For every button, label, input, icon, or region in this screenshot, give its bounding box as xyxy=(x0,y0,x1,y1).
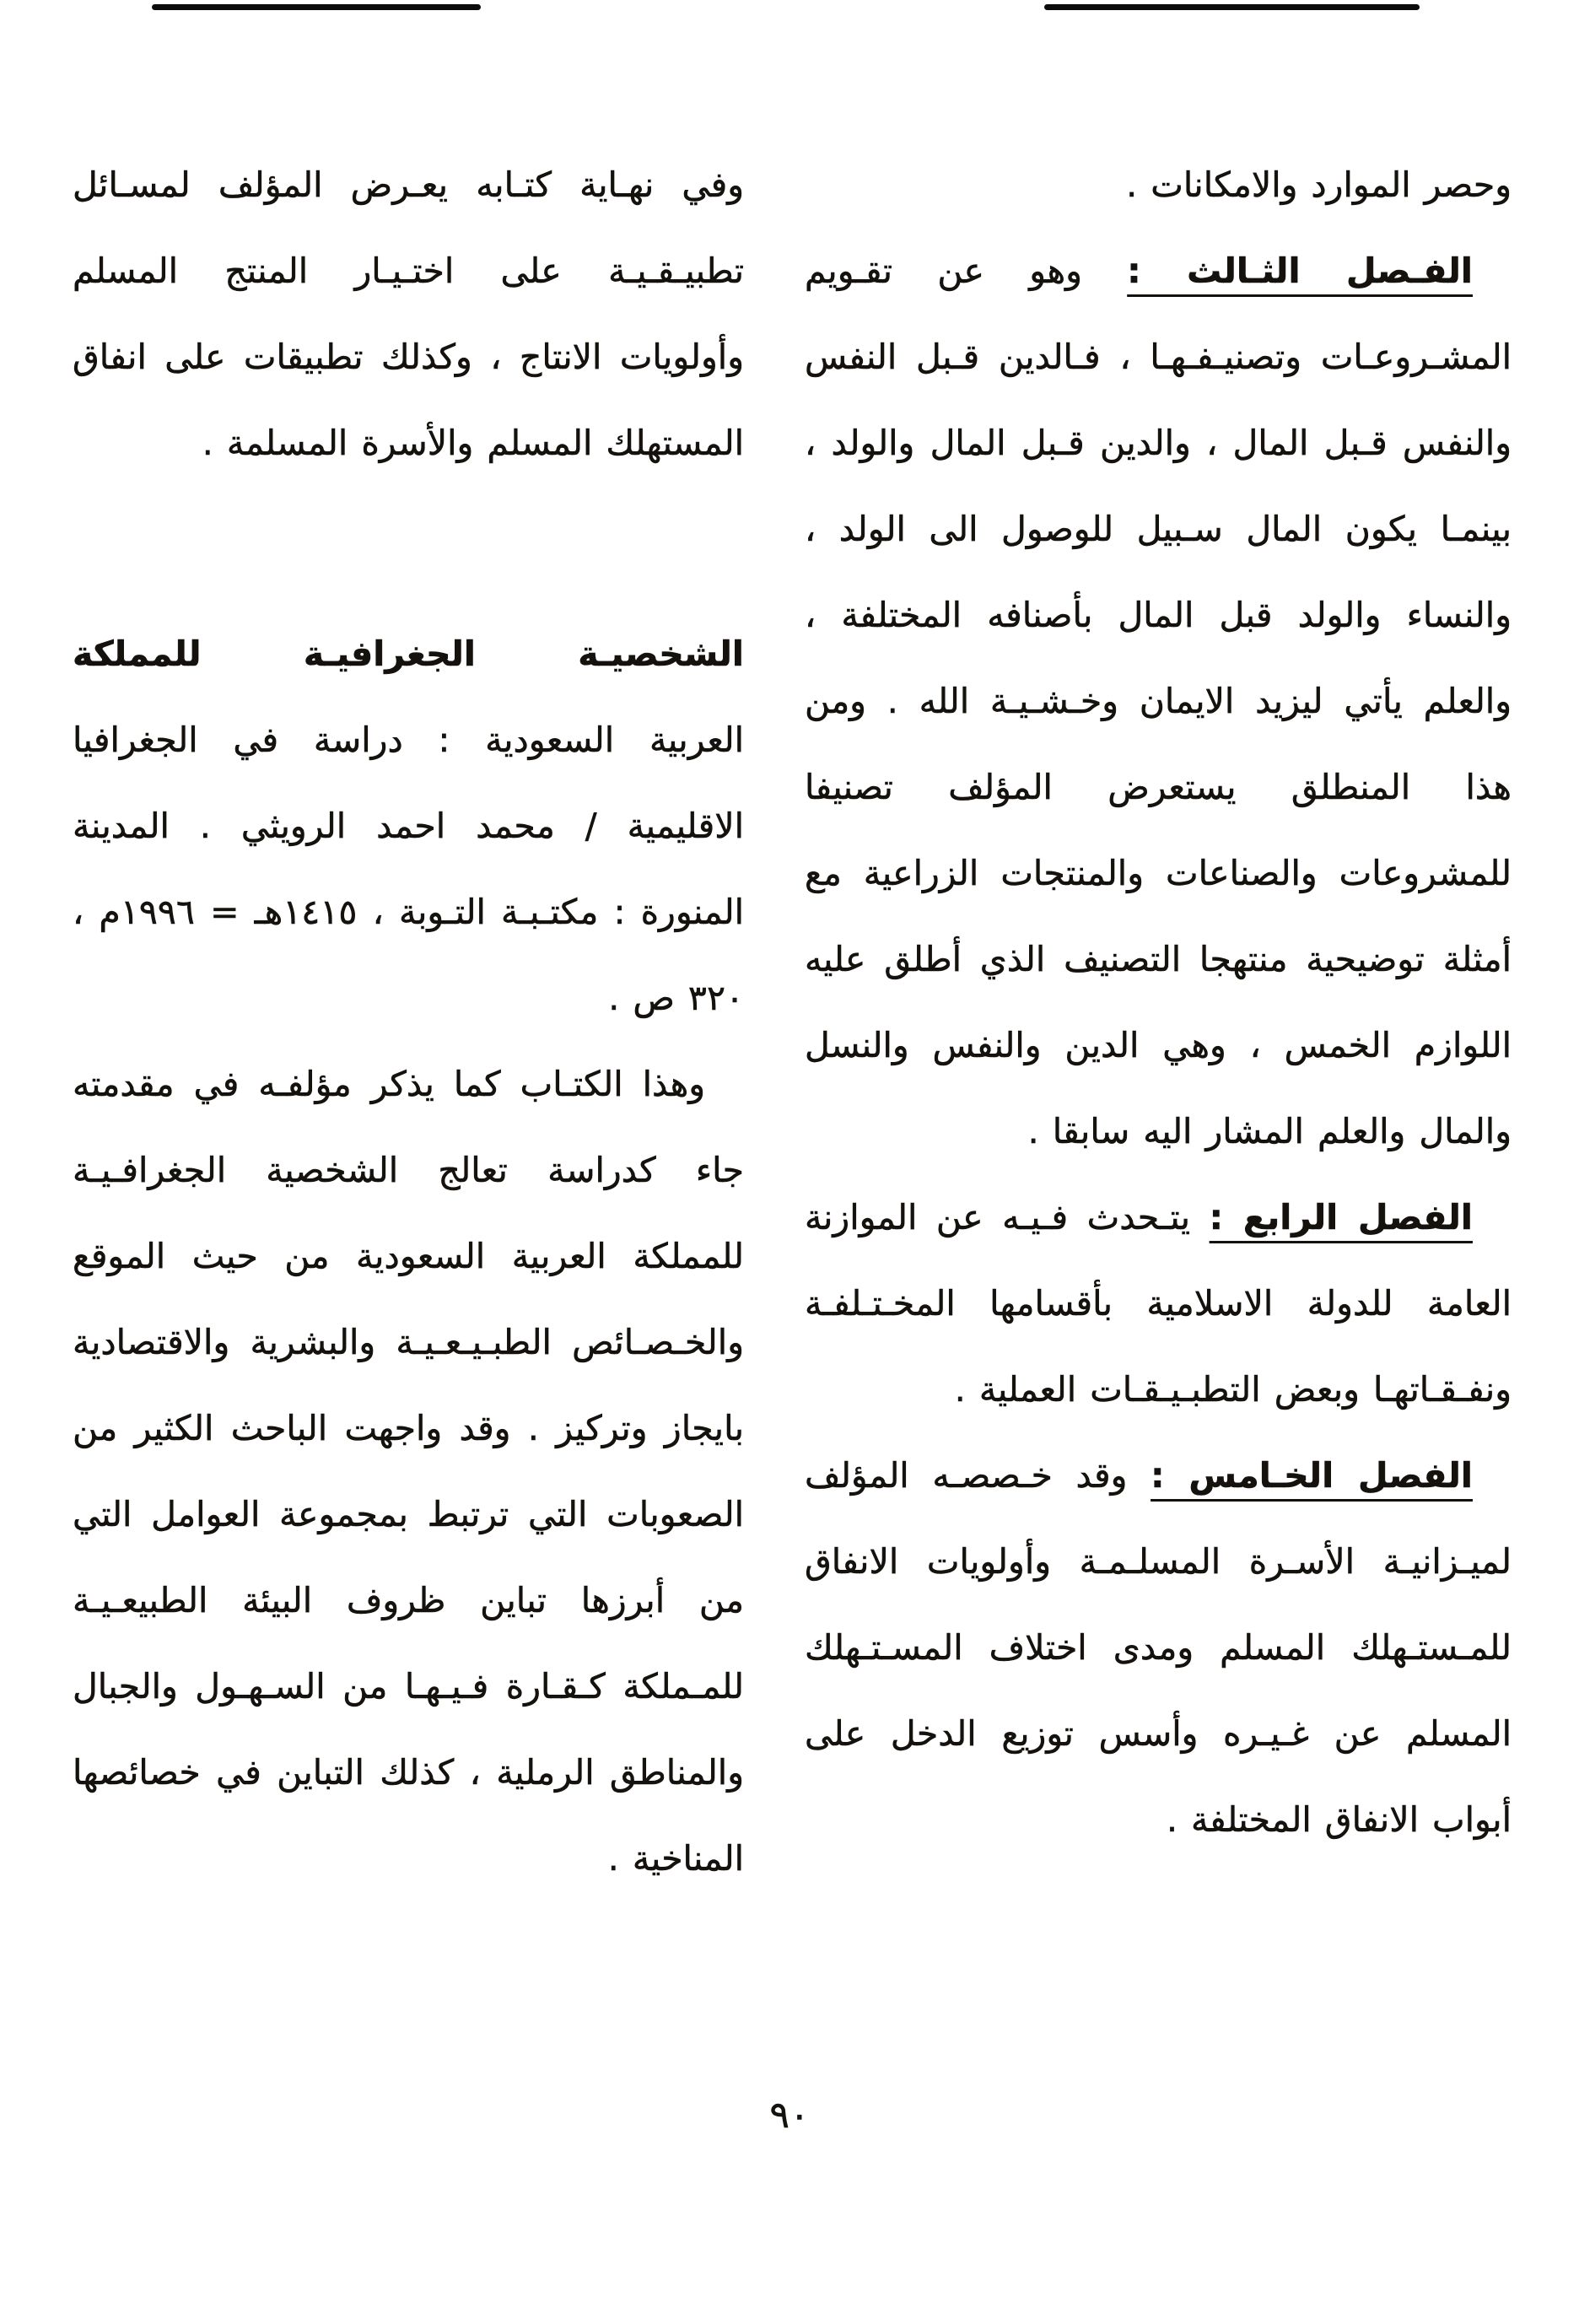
chapter-3-heading: الفـصل الثـالث : xyxy=(1127,251,1473,291)
review-paragraph xyxy=(73,1041,744,1901)
column-left xyxy=(73,142,744,1901)
intro-paragraph xyxy=(805,142,1512,228)
entry-details: العربية السعودية : دراسة في الجغرافيا الاقليمية / محمد احمد الرويثي . المدينة المنورة : مكتـبـة التـوبة ، ١٤١٥هـ = ١٩٩٦م ، ٣٢٠ ص . xyxy=(73,720,744,1018)
entry-title: الشخصيـة الجغرافيـة للمملكة xyxy=(73,634,744,674)
chapter-5-paragraph xyxy=(805,1432,1512,1863)
intro-text: وحصر الموارد والامكانات . xyxy=(1126,164,1512,205)
closing-paragraph xyxy=(73,142,744,486)
chapter-3-text: وهو عن تقـويم المشـروعـات وتصنيـفـهـا ، فـالدين قـبل النفس والنفس قـبل المال ، والدين قـبل المال والولد ، بينمـا يكون المال سـبيل للوصول الى الولد ، والنساء والولد قبل المال بأصنافه المختلفة ، والعلم يأتي ليزيد الايمان وخـشـيـة الله . ومن هذا المنطلق يستعرض المؤلف تصنيفا للمشروعات والصناعات والمنتجات الزراعية مع أمثلة توضيحية منتهجا التصنيف الذي أطلق عليه اللوازم الخمس ، وهي الدين والنفس والنسل والمال والعلم المشار اليه سابقا . xyxy=(805,251,1512,1151)
scan-artifact-top-left xyxy=(152,4,481,10)
chapter-5-text: وقد خـصصـه المؤلف لميـزانيـة الأسـرة المسلـمـة وأولويات الانفاق للمـستـهلك المسلم ومدى اختلاف المسـتـهلك المسلم عن غـيـره وأسس توزيع الدخل على أبواب الانفاق المختلفة . xyxy=(805,1455,1512,1840)
chapter-4-heading: الفصل الرابع : xyxy=(1209,1197,1473,1237)
chapter-5-heading: الفصل الخـامس : xyxy=(1151,1455,1473,1496)
scan-artifact-top-right xyxy=(1044,4,1420,10)
chapter-3-paragraph xyxy=(805,228,1512,1174)
closing-text: وفي نهـاية كتـابه يعـرض المؤلف لمسـائل تطبيـقـيـة على اختـيـار المنتج المسلم وأولويات الانتاج ، وكذلك تطبيقات على انفاق المستهلك المسلم والأسرة المسلمة . xyxy=(73,164,744,463)
chapter-4-paragraph xyxy=(805,1174,1512,1432)
review-text: وهذا الكتـاب كما يذكر مؤلفـه في مقدمته جاء كدراسة تعالج الشخصية الجغرافـيـة للمملكة العربية السعودية من حيث الموقع والخـصـائص الطبـيـعـيـة والبشرية والاقتصادية بايجاز وتركيز . وقد واجهت الباحث الكثير من الصعوبات التي ترتبط بمجموعة العوامل التي من أبرزها تباين ظروف البيئة الطبيعـيـة للمـملكة كـقـارة فـيـهـا من السـهـول والجبال والمناطق الرملية ، كذلك التباين في خصائصها المناخية . xyxy=(73,1064,744,1879)
bibliographic-entry xyxy=(73,611,744,1041)
page-number: ٩٠ xyxy=(769,2094,810,2137)
column-right xyxy=(805,142,1512,1901)
chapter-4-text: يتـحدث فـيـه عن الموازنة العامة للدولة الاسلامية بأقسامها المخـتـلفـة ونفـقـاتهـا وبعض التطبـيـقـات العملية . xyxy=(805,1197,1512,1410)
